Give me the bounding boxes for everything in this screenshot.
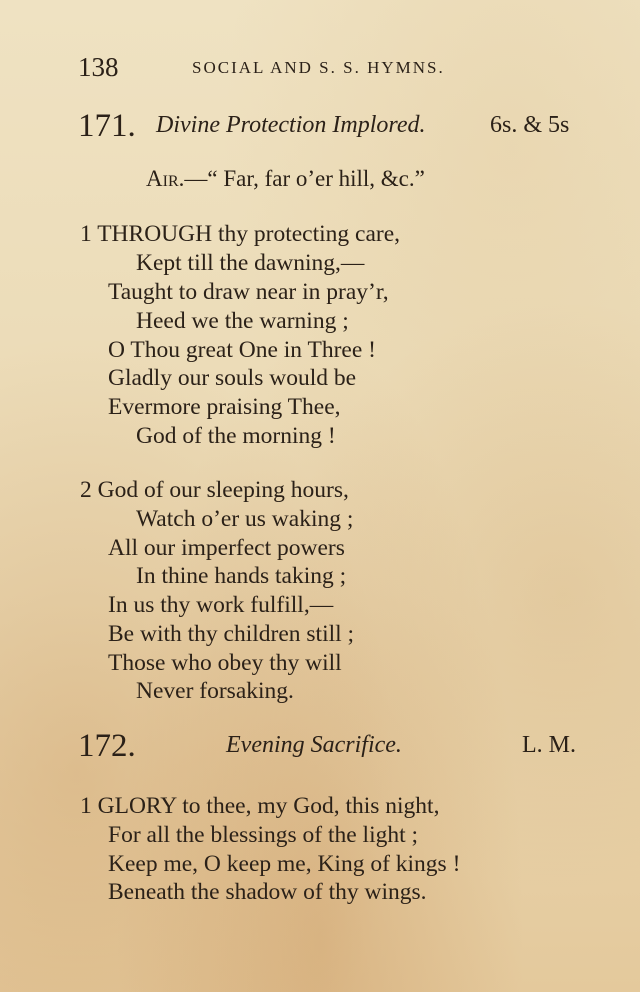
verse-line: God of the morning ! [136, 423, 336, 449]
air-label: Air. [146, 166, 185, 191]
verse-line: Heed we the warning ; [136, 308, 349, 334]
verse-line: Never forsaking. [136, 678, 294, 704]
verse-line: In thine hands taking ; [136, 563, 347, 589]
verse-line: GLORY to thee, my God, this night, [97, 793, 440, 819]
page-number: 138 [78, 52, 119, 82]
verse-line: Watch o’er us waking ; [136, 506, 354, 532]
verse-line: In us thy work fulfill,— [108, 592, 334, 618]
stanza-1-number: 1 [80, 221, 92, 247]
running-head: SOCIAL AND S. S. HYMNS. [192, 58, 445, 77]
hymn-172-meter: L. M. [522, 732, 576, 758]
hymn-172-number: 172. [78, 728, 136, 764]
hymn-171-number: 171. [78, 108, 136, 144]
stanza-2-number: 2 [80, 477, 92, 503]
hymn-171-air [146, 166, 425, 192]
stanza-number [80, 221, 400, 248]
verse-line: God of our sleeping hours, [97, 477, 349, 503]
hymn-172-title: Evening Sacrifice. [226, 732, 402, 758]
verse-line: O Thou great One in Three ! [108, 337, 376, 363]
verse-line: For all the blessings of the light ; [108, 822, 419, 848]
hymn-171-meter: 6s. & 5s [490, 112, 570, 138]
verse-line: Beneath the shadow of thy wings. [108, 879, 427, 905]
air-text: —“ Far, far o’er hill, &c.” [184, 166, 425, 191]
verse-line: Evermore praising Thee, [108, 394, 341, 420]
verse-line: Be with thy children still ; [108, 621, 355, 647]
verse-line: All our imperfect powers [108, 535, 345, 561]
verse-line: Kept till the dawning,— [136, 250, 365, 276]
verse-line: Gladly our souls would be [108, 365, 357, 391]
verse-line: THROUGH thy protecting care, [97, 221, 401, 247]
verse-line: Taught to draw near in pray’r, [108, 279, 389, 305]
stanza-number [80, 477, 349, 504]
stanza-1-number: 1 [80, 793, 92, 819]
hymn-171-title: Divine Protection Implored. [156, 112, 426, 138]
verse-line: Those who obey thy will [108, 650, 342, 676]
stanza-number [80, 793, 439, 820]
verse-line: Keep me, O keep me, King of kings ! [108, 851, 461, 877]
